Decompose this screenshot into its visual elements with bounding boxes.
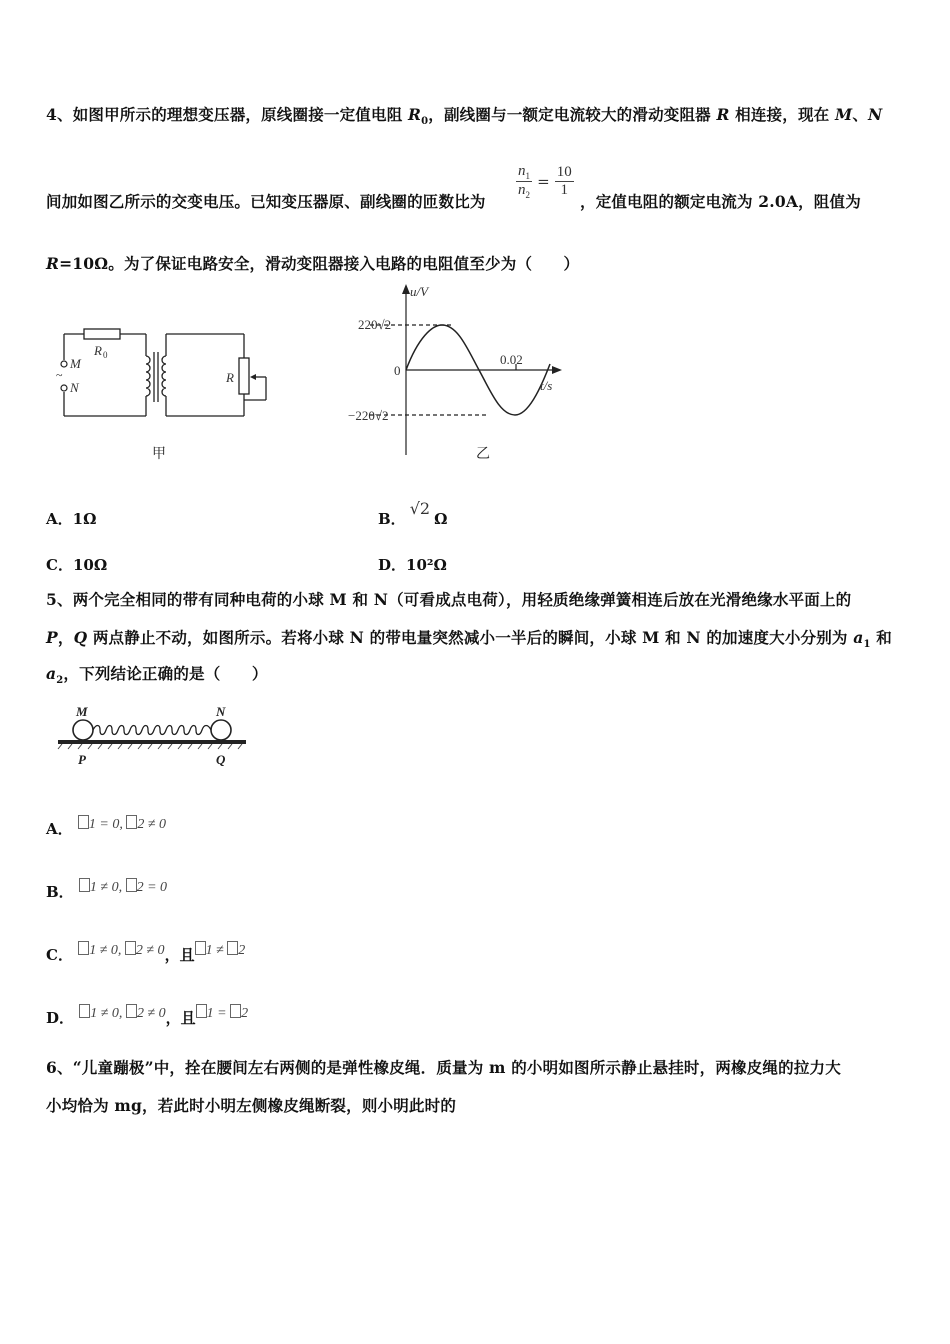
ground-surface: [58, 740, 246, 744]
svg-text:N: N: [216, 704, 226, 719]
terminal-n: [61, 385, 67, 391]
placeholder-glyph-icon: [125, 941, 136, 955]
svg-text:0: 0: [394, 363, 401, 378]
q4-option-a[interactable]: A．1Ω: [46, 510, 97, 528]
placeholder-glyph-icon: [79, 878, 90, 892]
q4-option-c[interactable]: C．10Ω: [46, 556, 108, 574]
placeholder-glyph-icon: [196, 1004, 207, 1018]
svg-text:0.02: 0.02: [500, 352, 523, 367]
placeholder-glyph-icon: [79, 1004, 90, 1018]
q4-ratio-formula: $\frac{n_1}{n_2}$ = $\frac{10}{1}$: [518, 163, 572, 200]
svg-text:220√2: 220√2: [358, 317, 392, 332]
ratio-n1-n2: $\frac{n_1}{n_2}$: [518, 163, 530, 200]
ball-m: [73, 720, 93, 740]
terminal-m: [61, 361, 67, 367]
svg-text:R: R: [226, 370, 234, 385]
placeholder-glyph-icon: [227, 941, 238, 955]
svg-text:~: ~: [56, 368, 63, 382]
placeholder-glyph-icon: [230, 1004, 241, 1018]
svg-text:M: M: [70, 356, 81, 371]
q4-line-2b: ，定值电阻的额定电流为 2.0A，阻值为: [580, 192, 861, 211]
placeholder-glyph-icon: [195, 941, 206, 955]
svg-text:R: R: [94, 343, 102, 358]
placeholder-glyph-icon: [126, 1004, 137, 1018]
sqrt2-radical: √2: [409, 499, 431, 518]
placeholder-glyph-icon: [78, 941, 89, 955]
svg-text:−220√2: −220√2: [348, 408, 389, 423]
svg-text:u/V: u/V: [410, 284, 429, 299]
caption-jia: 甲: [152, 447, 166, 462]
q5-number: 5、: [46, 590, 73, 609]
figure-spring-balls: [56, 702, 256, 768]
figure-yi-waveform: [340, 280, 580, 465]
svg-text:M: M: [76, 704, 88, 719]
ball-n: [211, 720, 231, 740]
placeholder-glyph-icon: [126, 878, 137, 892]
caption-yi: 乙: [476, 447, 490, 462]
slider-arrow-icon: [250, 374, 256, 380]
spring: [93, 726, 211, 735]
svg-text:t/s: t/s: [540, 378, 553, 393]
q5-option-c[interactable]: C． 1 ≠ 0, 2 ≠ 0，且 1 ≠ 2: [46, 943, 246, 964]
x-axis-arrow-icon: [552, 366, 562, 374]
q5-line-1: 5、两个完全相同的带有同种电荷的小球 M 和 N（可看成点电荷），用轻质绝缘弹簧相连后放在光滑绝缘水平面上的: [46, 590, 852, 609]
q5-option-a[interactable]: A． 1 = 0, 2 ≠ 0: [46, 817, 167, 838]
ratio-value: $\frac{10}{1}$: [556, 164, 572, 198]
q6-number: 6、: [46, 1058, 73, 1077]
q6-line-2: 小均恰为 mg，若此时小明左侧橡皮绳断裂，则小明此时的: [46, 1096, 457, 1115]
placeholder-glyph-icon: [126, 815, 137, 829]
svg-text:Q: Q: [216, 752, 226, 767]
y-axis-arrow-icon: [402, 284, 410, 294]
svg-text:0: 0: [103, 350, 108, 360]
figure-jia-circuit: [54, 322, 284, 462]
q5-line-3: $a_2$，下列结论正确的是（ ）: [46, 664, 268, 687]
q5-line-2: P，Q 两点静止不动，如图所示。若将小球 N 的带电量突然减小一半后的瞬间，小球 M 和 N 的加速度大小分别为 $a_1$ 和: [46, 628, 892, 651]
q5-option-d[interactable]: D． 1 ≠ 0, 2 ≠ 0，且 1 = 2: [46, 1006, 249, 1027]
q4-number: 4、: [46, 105, 73, 124]
q4-line-1: 4、如图甲所示的理想变压器，原线圈接一定值电阻 $R_0$，副线圈与一额定电流较大的滑动变阻器 R 相连接，现在 M、N: [46, 105, 883, 128]
svg-text:N: N: [70, 380, 79, 395]
q4-line-2: 间加如图乙所示的交变电压。已知变压器原、副线圈的匝数比为: [46, 192, 486, 211]
placeholder-glyph-icon: [78, 815, 89, 829]
q4-line-3: R=10Ω。为了保证电路安全，滑动变阻器接入电路的电阻值至少为（ ）: [46, 254, 580, 273]
q4-option-d[interactable]: D．10²Ω: [378, 556, 447, 574]
q4-option-b[interactable]: B．√2Ω: [378, 499, 448, 528]
q6-line-1: 6、“儿童蹦极”中，拴在腰间左右两侧的是弹性橡皮绳．质量为 m 的小明如图所示静止悬挂时，两橡皮绳的拉力大: [46, 1058, 841, 1077]
svg-text:P: P: [78, 752, 86, 767]
q5-option-b[interactable]: B． 1 ≠ 0, 2 = 0: [46, 880, 168, 901]
